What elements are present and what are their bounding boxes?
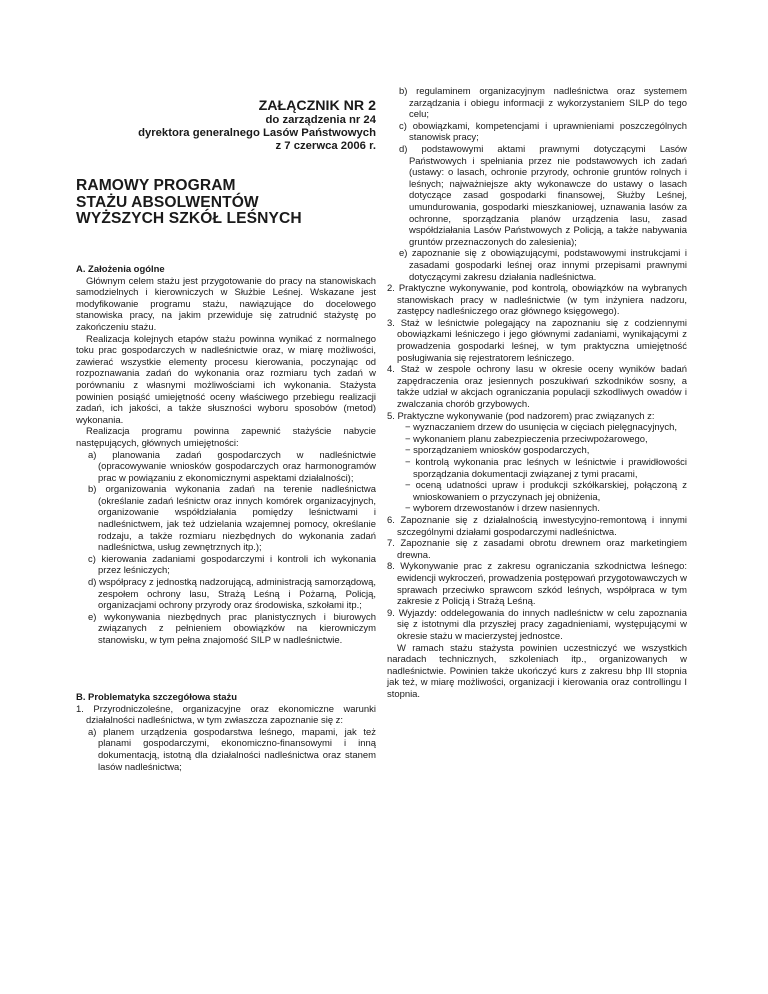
section-b-continued [387,86,687,700]
program-item-7: 7. Zapoznanie się z zasadami obrotu drewnem oraz marketingiem drewna. [387,538,687,561]
task-dash-3: − sporządzaniem wniosków gospodarczych, [405,445,590,457]
task-dash-2: − wykonaniem planu zabezpieczenia przeciwpożarowego, [405,433,648,445]
skill-item-d: d) współpracy z jednostką nadzorującą, administracją samorządową, zespołem ochrony lasu, Strażą Leśną i Pożarną, Policją, organizacjami ochrony przyrody oraz środowiska, szkołami itp.; [88,577,376,612]
skill-item-e: e) wykonywania niezbędnych prac planistycznych i biurowych związanych z pełnieniem obowiązków na kierowniczym stanowisku, w tym pełna znajomość SILP w nadleśnictwie. [88,611,376,646]
doc-title-line-2: STAŻU ABSOLWENTÓW [76,193,259,211]
section-a [76,264,376,647]
task-dash-5: − oceną udatności upraw i produkcji szkółkarskiej, połączoną z wnioskowaniem o przyczynach jej obniżenia, [405,480,687,503]
doc-title-line-1: RAMOWY PROGRAM [76,177,236,194]
task-dash-4: − kontrolą wykonania prac leśnych w leśnictwie i prawidłowości sporządzania dokumentacji związanej z tymi pracami, [405,457,687,480]
program-item-9: 9. Wyjazdy: oddelegowania do innych nadleśnictw w celu zapoznania się z istotnymi dla przyszłej pracy zagadnieniami, występującymi w okresie stażu w macierzystej jednostce. [387,607,687,642]
annex-line-1: do zarządzenia nr 24 [265,114,376,126]
section-a-heading: A. Założenia ogólne [76,264,165,275]
program-item-3: 3. Staż w leśnictwie polegający na zapoznaniu się z codziennymi obowiązkami leśniczego i jego głównymi zadaniami, wynikającymi z prowadzenia gospodarki leśnej, w tym praktyczna umiejętność posługiwania się rejestratorem leśniczego. [387,317,687,364]
annex-line-2: dyrektora generalnego Lasów Państwowych [138,127,376,139]
annex-header [76,98,376,153]
skill-item-a: a) planowania zadań gospodarczych w nadleśnictwie (opracowywanie wniosków gospodarczych oraz harmonogramów prac w powiązaniu z ekonomicznymi aspektami działalności); [88,449,376,484]
section-b-heading: B. Problematyka szczegółowa stażu [76,692,238,703]
skill-item-c: c) kierowania zadaniami gospodarczymi i kontroli ich wykonania przez leśniczych; [88,553,376,577]
program-item-1: 1. Przyrodniczoleśne, organizacyjne oraz ekonomiczne warunki działalności nadleśnictwa, w tym zwłaszcza zapoznanie się z: [76,703,376,727]
program-item-4: 4. Staż w zespole ochrony lasu w okresie oceny wyników badań zapędraczenia oraz jesiennych poszukiwań szkodników sosny, a także udział w akcjach ograniczania populacji szkodliwych owadów i zwalczania chorób grzybowych. [387,364,687,411]
annex-title: ZAŁĄCZNIK NR 2 [258,98,376,114]
task-dash-1: − wyznaczaniem drzew do usunięcia w cięciach pielęgnacyjnych, [405,422,677,434]
skill-item-b: b) organizowania wykonania zadań na terenie nadleśnictwa (określanie zadań leśnictw oraz innych komórek organizacyjnych, organizowanie współdziałania pomiędzy leśnictwami i nadleśnictwem, jak też udzielania wzajemnej pomocy, określanie rodzaju, a także rozmiaru niezbędnych do wykonania zadań nadleśnictwa, usług zewnętrznych itp.); [88,484,376,554]
section-a-paragraph-2: Realizacja kolejnych etapów stażu powinna wynikać z normalnego toku prac gospodarczych w nadleśnictwie oraz, w miarę możliwości, zawierać wszystkie elementy procesu kierowania, poczynając od rozpoznawania zadań do wykonania oraz rozmiaru tych zadań w porównaniu z własnymi możliwościami ich wykonania. Stażysta powinien posiąść umiejętność oceny właściwego przebiegu realizacji zadań, ich jakości, a także słuszności wyboru sposobów (metod) wykonania. [76,333,376,426]
program-item-1d: d) podstawowymi aktami prawnymi dotyczącymi Lasów Państwowych i spełniania przez nie podstawowych ich zadań (ustawy: o lasach, ochronie przyrody, ochronie gruntów rolnych i leśnych; najważniejsze akty wykonawcze do ustawy o lasach dotyczące zasad gospodarki finansowej, Służby Leśnej, umundurowania, gospodarki mieszkaniowej, uznawania lasów za ochronne, sporządzania planów urządzenia lasu, zasad współdziałania Lasów Państwowych z Policją, a także nabywania gruntów przeznaczonych do zalesienia); [399,143,687,248]
program-item-5: 5. Praktyczne wykonywanie (pod nadzorem) prac związanych z: [387,410,655,422]
section-a-paragraph-3: Realizacja programu powinna zapewnić stażyście nabycie następujących, głównych umiejętności: [76,426,376,449]
section-a-paragraph-1: Głównym celem stażu jest przygotowanie do pracy na stanowiskach samodzielnych i kierowniczych w Służbie Leśnej. Wskazane jest modyfikowanie programu stażu, nawiązujące do docelowego stanowiska pracy, na jakim przewiduje się zatrudnić stażystę po zakończeniu stażu. [76,275,376,333]
task-dash-6: − wyborem drzewostanów i drzew nasiennych. [405,503,600,515]
program-item-6: 6. Zapoznanie się z działalnością inwestycyjno-remontową i innymi szczególnymi działami gospodarczymi nadleśnictwa. [387,514,687,538]
section-b-start [76,692,376,773]
program-item-1b: b) regulaminem organizacyjnym nadleśnictwa oraz systemem zarządzania i obiegu informacji z wykorzystaniem SILP do tego celu; [399,86,687,121]
annex-line-3: z 7 czerwca 2006 r. [275,140,376,152]
program-item-1c: c) obowiązkami, kompetencjami i uprawnieniami poszczególnych stanowisk pracy; [399,120,687,144]
program-item-1e: e) zapoznanie się z obowiązującymi, podstawowymi instrukcjami i zasadami gospodarki leśnej oraz innymi przepisami prawnymi dotyczącymi zakresu działania nadleśnictwa. [399,248,687,283]
document-title [76,178,376,228]
program-item-8: 8. Wykonywanie prac z zakresu ograniczania szkodnictwa leśnego: ewidencji wykroczeń, prowadzenia postępowań przygotowawczych w sprawach przeciwko sprawcom szkód leśnych, współpraca w tym zakresie z Policją i Strażą Leśną. [387,561,687,608]
program-item-1a: a) planem urządzenia gospodarstwa leśnego, mapami, jak też planami gospodarczymi, ekonomiczno-finansowymi i inną dokumentacją, istotną dla działalności nadleśnictwa oraz stanem lasów nadleśnictwa; [88,726,376,773]
doc-title-line-3: WYŻSZYCH SZKÓŁ LEŚNYCH [76,210,302,227]
final-paragraph: W ramach stażu stażysta powinien uczestniczyć we wszystkich naradach technicznych, szkoleniach itp., organizowanych w nadleśnictwie. Powinien także ukończyć kurs z zakresu bhp III stopnia jak też, w miarę możliwości, organizacji i kierowania oraz controllingu I stopnia. [387,642,687,700]
program-item-2: 2. Praktyczne wykonywanie, pod kontrolą, obowiązków na wybranych stanowiskach pracy w nadleśnictwie (w tym inżyniera nadzoru, zastępcy nadleśniczego oraz głównego księgowego). [387,283,687,318]
